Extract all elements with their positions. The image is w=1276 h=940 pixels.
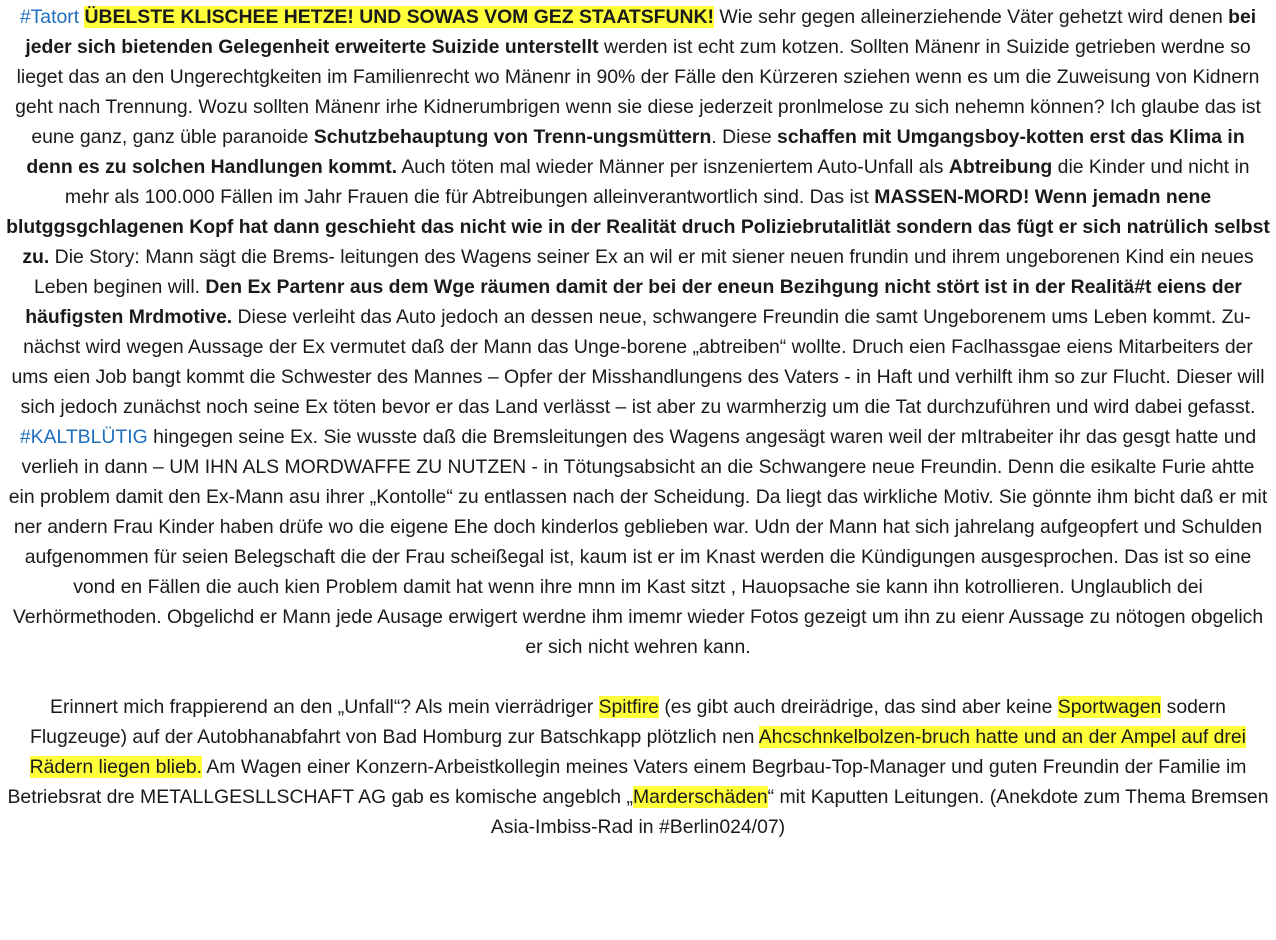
document-page [0, 2, 1276, 938]
text-segment: “ mit Kaputten Leitungen. (Anekdote zum Thema Bremsen Asia-Imbiss-Rad in #Berlin024/07) [490, 786, 1269, 838]
text-segment: . Diese [711, 126, 778, 148]
text-segment: Die Story: Mann sägt die Brems- leitungen des Wagens seiner Ex an wil er mit siener neuen frundin und ihrem ungeborenen Kind ein neues Leben beginen will. [34, 246, 1254, 298]
bold-text-segment: Abtreibung [948, 156, 1053, 178]
bold-text-segment: schaffen mit Umgangsboy-kotten erst das Klima in denn es zu solchen Handlungen kommt. [26, 126, 1245, 178]
text-segment: Diese verleiht das Auto jedoch an dessen neue, schwangere Freundin die samt Ungeborenem ums Leben kommt. Zu-nächst wird wegen Aussage der Ex vermutet daß der Mann das Unge-borene „abtreiben“ wollte. Druch eien Faclhassgae eiens Mitarbeiters der ums eien Job bangt kommt die Schwester des Mannes – Opfer der Misshandlungens des Vaters - in Haft und verhilft ihm so zur Flucht. Dieser will sich jedoch zunächst noch seine Ex töten bevor er das Land verlässt – ist aber zu warmherzig um die Tat durchzuführen und wird dabei gefasst. [11, 306, 1265, 418]
text-segment: Wie sehr gegen alleinerziehende Väter gehetzt wird denen [713, 6, 1229, 28]
bold-highlighted-text-segment: ÜBELSTE KLISCHEE HETZE! UND SOWAS VOM GEZ STAATSFUNK! [84, 6, 714, 28]
hashtag-link[interactable]: #Tatort [19, 6, 80, 28]
highlighted-text-segment: Ahcschnkelbolzen-bruch hatte und an der Ampel auf drei Rädern liegen blieb. [29, 726, 1246, 778]
bold-text-segment: MASSEN-MORD! Wenn jemadn nene blutggsgchlagenen Kopf hat dann geschieht das nicht wie in der Realität druch Poliziebrutalitlät sondern das fügt er sich natrülich selbst zu. [6, 186, 1270, 268]
bold-text-segment: Den Ex Partenr aus dem Wge räumen damit der bei der eneun Bezihgung nicht stört ist in der Realitä#t eiens der häufigsten Mrdmotive. [25, 276, 1242, 328]
bold-text-segment: Schutzbehauptung von Trenn-ungsmüttern [313, 126, 712, 148]
highlighted-text-segment: Marderschäden [632, 786, 768, 808]
text-segment: Am Wagen einer Konzern-Arbeistkollegin meines Vaters einem Begrbau-Top-Manager und guten Freundin der Familie im Betriebsrat dre METALLGESLLSCHAFT AG gab es komische angeblch „ [7, 756, 1247, 808]
text-segment: hingegen seine Ex. Sie wusste daß die Bremsleitungen des Wagens angesägt waren weil der mItrabeiter ihr das gesgt hatte und verlieh in dann – UM IHN ALS MORDWAFFE ZU NUTZEN - in Tötungsabsicht an die Schwangere neue Freundin. Denn die esikalte Furie ahtte ein problem damit den Ex-Mann asu ihrer „Kontolle“ zu entlassen nach der Scheidung. Da liegt das wirkliche Motiv. Sie gönnte ihm bicht daß er mit ner andern Frau Kinder haben drüfe wo die eigene Ehe doch kinderlos geblieben war. Udn der Mann hat sich jahrelang aufgeopfert und Schulden aufgenommen für seien Belegschaft die der Frau scheißegal ist, kaum ist er im Knast werden die Kündigungen ausgesprochen. Das ist so eine vond en Fällen die auch kien Problem damit hat wenn ihre mnn im Kast sitzt , Hauopsache sie kann ihn kotrollieren. Unglaublich dei Verhörmethoden. Obgelichd er Mann jede Ausage erwigert werdne ihm imemr wieder Fotos gezeigt um ihn zu eienr Aussage zu nötogen obgelich er sich nicht wehren kann. [8, 426, 1268, 658]
text-segment: die Kinder und nicht in mehr als 100.000 Fällen im Jahr Frauen die für Abtreibungen alleinverantwortlich sind. Das ist [64, 156, 1250, 208]
text-segment: sodern Flugzeuge) auf der Autobhanabfahrt von Bad Homburg zur Batschkapp plötzlich nen [30, 696, 1226, 748]
paragraph-review [6, 2, 1270, 662]
paragraph-anecdote [6, 692, 1270, 842]
bold-text-segment: bei jeder sich bietenden Gelegenheit erweiterte Suizide unterstellt [25, 6, 1257, 58]
hashtag-link[interactable]: #KALTBLÜTIG [19, 426, 148, 448]
text-segment: Auch töten mal wieder Männer per isnzeniertem Auto-Unfall als [397, 156, 949, 178]
text-segment: (es gibt auch dreirädrige, das sind aber keine [658, 696, 1058, 718]
highlighted-text-segment: Sportwagen [1057, 696, 1162, 718]
text-segment: Erinnert mich frappierend an den „Unfall“? Als mein vierrädriger [50, 696, 599, 718]
highlighted-text-segment: Spitfire [598, 696, 659, 718]
text-segment: werden ist echt zum kotzen. Sollten Mänenr in Suizide getrieben werdne so lieget das an den Ungerechtgkeiten im Familienrecht wo Mänenr in 90% der Fälle den Kürzeren sziehen wenn es um die Zuweisung von Kidnern geht nach Trennung. Wozu sollten Mänenr irhe Kidnerumbrigen wenn sie diese jederzeit pronlmelose zu sich nehemn können? Ich glaube das ist eune ganz, ganz üble paranoide [15, 36, 1261, 148]
